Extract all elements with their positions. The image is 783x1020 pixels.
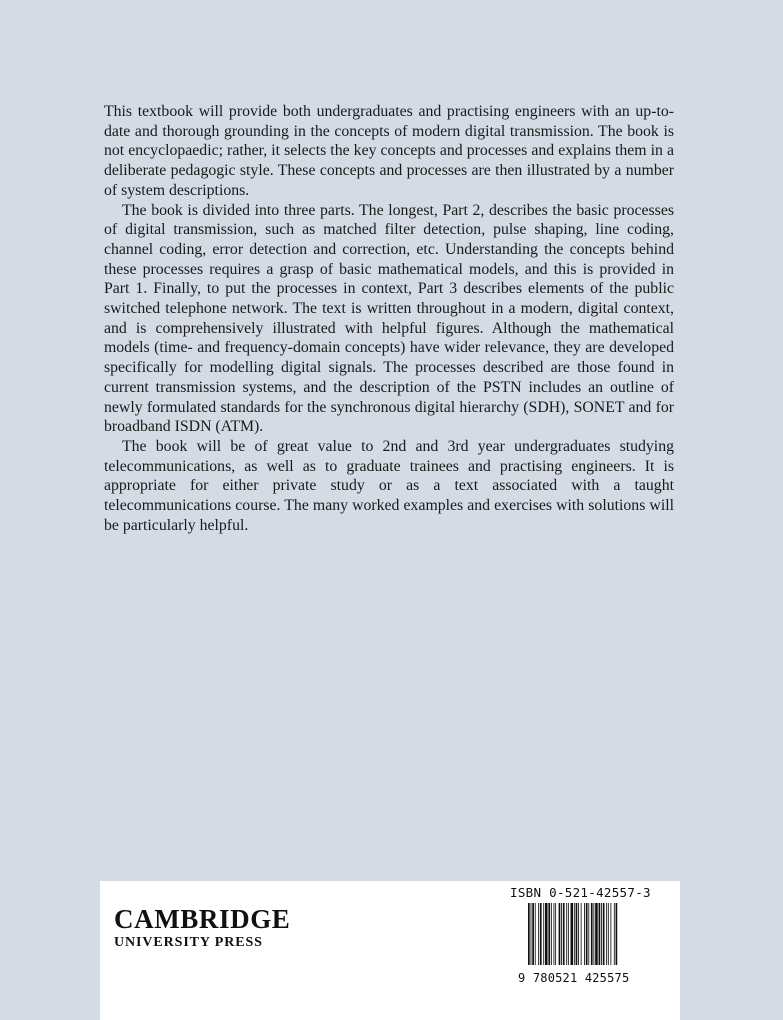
- barcode-bar: [603, 903, 605, 965]
- barcode-bar: [601, 903, 602, 965]
- barcode-bar: [531, 903, 532, 965]
- barcode-bar: [528, 903, 530, 965]
- barcode-bar: [614, 903, 615, 965]
- barcode-bar: [543, 903, 544, 965]
- publisher-panel: [100, 881, 680, 1020]
- barcode-bar: [616, 903, 618, 965]
- barcode-bar: [538, 903, 539, 965]
- barcode-bar: [584, 903, 585, 965]
- barcode-bar: [566, 903, 567, 965]
- barcode-bar: [593, 903, 594, 965]
- barcode-bar: [591, 903, 593, 965]
- publisher-name: CAMBRIDGE: [114, 904, 291, 934]
- barcode-bar: [559, 903, 561, 965]
- barcode-bar: [535, 903, 536, 965]
- barcode-bar: [551, 903, 552, 965]
- barcode-bar: [595, 903, 598, 965]
- barcode-bar: [581, 903, 582, 965]
- barcode-bar: [599, 903, 601, 965]
- barcode-bar: [568, 903, 569, 965]
- blurb-paragraph: The book will be of great value to 2nd and 3rd year undergraduates studying telecommunications, as well as to graduate trainees and practising engineers. It is appropriate for either private study or as a text associated with a taught telecommunications course. The many worked examples and exercises with solutions will be particularly helpful.: [104, 437, 674, 534]
- barcode-bar: [578, 903, 579, 965]
- barcode-bar: [555, 903, 556, 965]
- publisher-subtitle: UNIVERSITY PRESS: [114, 935, 263, 950]
- barcode-number: 9 780521 425575: [518, 971, 630, 985]
- barcode-bar: [586, 903, 588, 965]
- barcode-bar: [571, 903, 574, 965]
- barcode-bar: [610, 903, 611, 965]
- barcode-bar: [576, 903, 578, 965]
- barcode-bar: [540, 903, 542, 965]
- barcode-bar: [548, 903, 550, 965]
- barcode-bar: [561, 903, 562, 965]
- barcode-bar: [554, 903, 555, 965]
- barcode-bar: [532, 903, 534, 965]
- isbn-block: [510, 885, 670, 989]
- barcode-bar: [545, 903, 548, 965]
- publisher-logo: [114, 904, 294, 952]
- barcode-bar: [588, 903, 589, 965]
- barcode-icon: [528, 903, 650, 965]
- blurb-paragraph: The book is divided into three parts. The longest, Part 2, describes the basic processes of digital transmission, such as matched filter detection, pulse shaping, line coding, channel coding, error detection and correction, etc. Understanding the concepts behind these processes requires a grasp of basic mathematical models, and this is provided in Part 1. Finally, to put the processes in context, Part 3 describes elements of the public switched telephone network. The text is written throughout in a modern, digital context, and is comprehensively illustrated with helpful figures. Although the mathematical models (time- and frequency-domain concepts) have wider relevance, they are developed specifically for modelling digital signals. The processes described are those found in current transmission systems, and the description of the PSTN includes an outline of newly formulated standards for the synchronous digital hierarchy (SDH), SONET and for broadband ISDN (ATM).: [104, 201, 674, 436]
- isbn-label: ISBN 0-521-42557-3: [510, 885, 651, 900]
- back-cover-blurb: [104, 102, 674, 535]
- barcode-bar: [563, 903, 565, 965]
- barcode-bar: [606, 903, 607, 965]
- blurb-paragraph: This textbook will provide both undergraduates and practising engineers with an up-to-date and thorough grounding in the concepts of modern digital transmission. The book is not encyclopaedic; rather, it selects the key concepts and processes and explains them in a deliberate pedagogic style. These concepts and processes are then illustrated by a number of system descriptions.: [104, 103, 674, 199]
- barcode-bar: [574, 903, 575, 965]
- barcode-bar: [608, 903, 609, 965]
